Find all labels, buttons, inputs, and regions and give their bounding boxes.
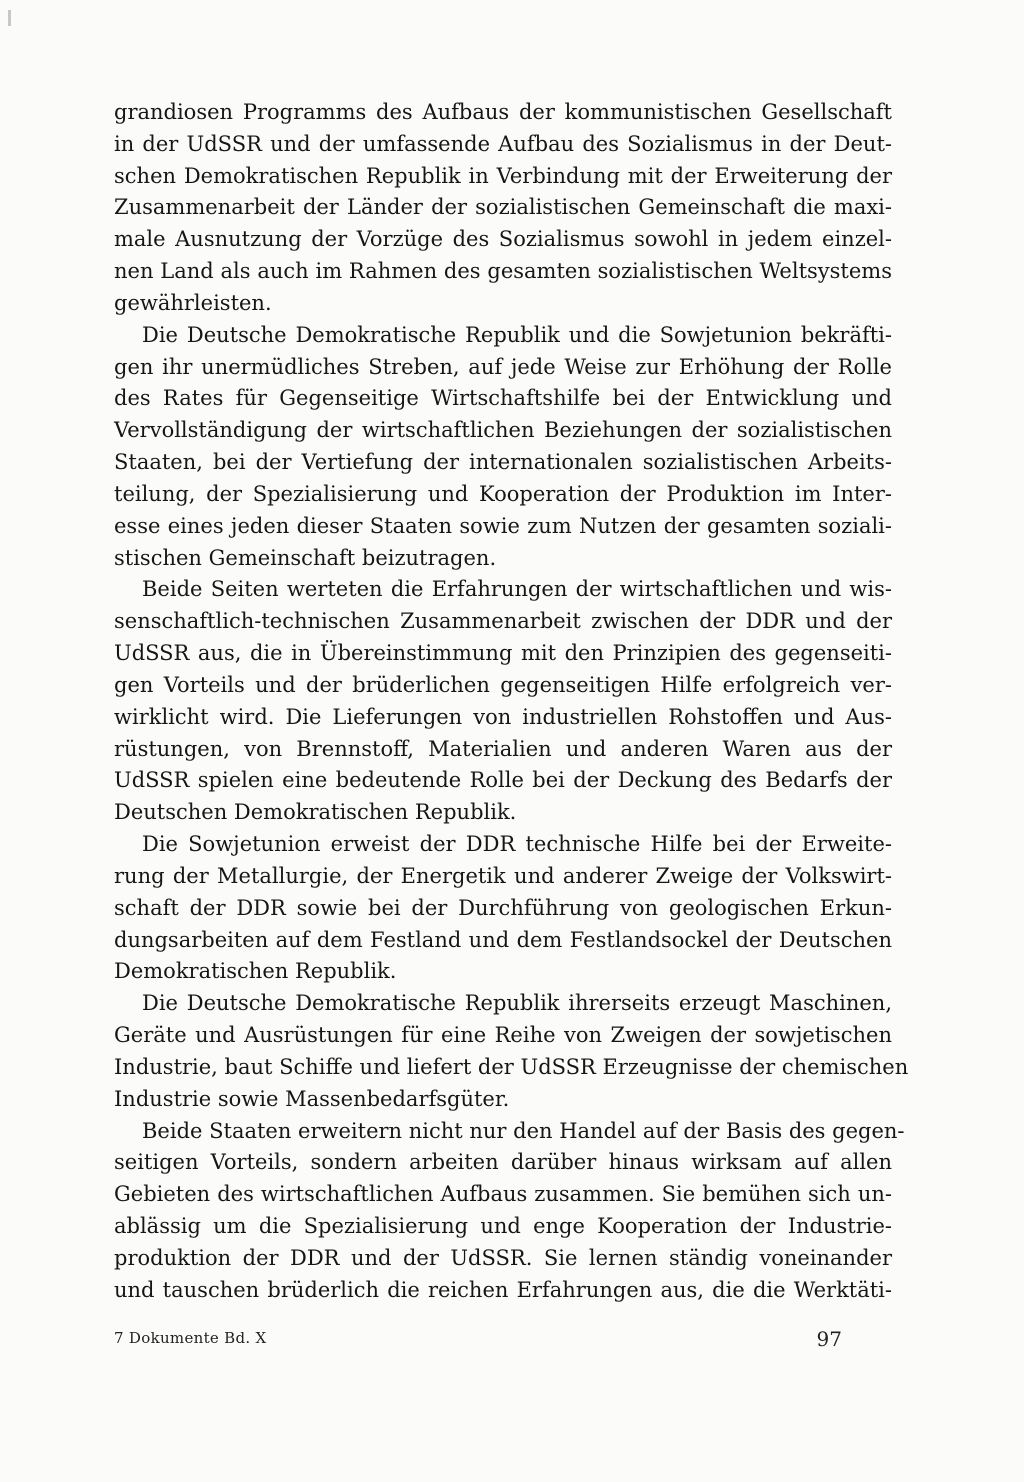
- text-line: Zusammenarbeit der Länder der sozialistischen Gemeinschaft die maxi-: [114, 195, 892, 220]
- text-line: Beide Staaten erweitern nicht nur den Handel auf der Basis des gegen-: [142, 1118, 905, 1143]
- paragraph: [114, 97, 892, 320]
- text-line: Geräte und Ausrüstungen für eine Reihe von Zweigen der sowjetischen: [114, 1023, 892, 1048]
- paragraph: [114, 1116, 905, 1307]
- text-line: Deutschen Demokratischen Republik.: [114, 800, 517, 825]
- text-line: dungsarbeiten auf dem Festland und dem Festlandsockel der Deutschen: [114, 927, 892, 952]
- sheet-signature: 7 Dokumente Bd. X: [114, 1329, 267, 1347]
- text-line: senschaftlich-technischen Zusammenarbeit zwischen der DDR und der: [114, 609, 892, 634]
- paragraph: [114, 320, 892, 575]
- text-line: gen Vorteils und der brüderlichen gegenseitigen Hilfe erfolgreich ver-: [114, 672, 892, 697]
- text-line: gen ihr unermüdliches Streben, auf jede Weise zur Erhöhung der Rolle: [114, 354, 892, 379]
- text-line: Staaten, bei der Vertiefung der internationalen sozialistischen Arbeits-: [114, 450, 892, 475]
- text-line: wirklicht wird. Die Lieferungen von industriellen Rohstoffen und Aus-: [114, 704, 892, 729]
- text-line: UdSSR aus, die in Übereinstimmung mit den Prinzipien des gegenseiti-: [114, 641, 892, 666]
- text-line: produktion der DDR und der UdSSR. Sie lernen ständig voneinander: [114, 1245, 892, 1270]
- text-line: Industrie, baut Schiffe und liefert der UdSSR Erzeugnisse der chemischen: [114, 1054, 909, 1079]
- text-line: male Ausnutzung der Vorzüge des Sozialismus sowohl in jedem einzel-: [114, 227, 892, 252]
- text-line: Demokratischen Republik.: [114, 959, 397, 984]
- text-line: UdSSR spielen eine bedeutende Rolle bei der Deckung des Bedarfs der: [114, 768, 892, 793]
- text-line: nen Land als auch im Rahmen des gesamten sozialistischen Weltsystems: [114, 259, 892, 284]
- page-number: 97: [816, 1327, 842, 1351]
- text-line: Vervollständigung der wirtschaftlichen Beziehungen der sozialistischen: [114, 418, 892, 443]
- text-line: teilung, der Spezialisierung und Kooperation der Produktion im Inter-: [114, 481, 892, 506]
- paragraph: [114, 829, 892, 988]
- text-line: gewährleisten.: [114, 290, 272, 315]
- text-line: Industrie sowie Massenbedarfsgüter.: [114, 1086, 510, 1111]
- text-line: Gebieten des wirtschaftlichen Aufbaus zusammen. Sie bemühen sich un-: [114, 1182, 892, 1207]
- text-line: ablässig um die Spezialisierung und enge Kooperation der Industrie-: [114, 1213, 892, 1238]
- text-line: schaft der DDR sowie bei der Durchführung von geologischen Erkun-: [114, 895, 892, 920]
- paragraph: [114, 988, 909, 1115]
- page-footer: [114, 1329, 892, 1359]
- text-line: stischen Gemeinschaft beizutragen.: [114, 545, 497, 570]
- text-line: Die Deutsche Demokratische Republik ihrerseits erzeugt Maschinen,: [142, 991, 892, 1016]
- text-line: grandiosen Programms des Aufbaus der kommunistischen Gesellschaft: [114, 100, 892, 124]
- text-line: seitigen Vorteils, sondern arbeiten darüber hinaus wirksam auf allen: [114, 1150, 892, 1175]
- paragraph: [114, 574, 892, 829]
- text-line: Die Deutsche Demokratische Republik und die Sowjetunion bekräfti-: [142, 322, 892, 347]
- text-line: in der UdSSR und der umfassende Aufbau des Sozialismus in der Deut-: [114, 131, 892, 156]
- text-line: schen Demokratischen Republik in Verbindung mit der Erweiterung der: [114, 163, 892, 188]
- text-line: und tauschen brüderlich die reichen Erfahrungen aus, die die Werktäti-: [114, 1277, 892, 1302]
- text-line: rüstungen, von Brennstoff, Materialien und anderen Waren aus der: [114, 736, 892, 761]
- text-line: des Rates für Gegenseitige Wirtschaftshilfe bei der Entwicklung und: [114, 386, 892, 411]
- text-line: Beide Seiten werteten die Erfahrungen der wirtschaftlichen und wis-: [142, 577, 892, 602]
- body-text: [114, 97, 909, 1306]
- scan-edge-mark: [8, 10, 11, 26]
- text-line: esse eines jeden dieser Staaten sowie zum Nutzen der gesamten soziali-: [114, 513, 892, 538]
- text-line: Die Sowjetunion erweist der DDR technische Hilfe bei der Erweite-: [142, 832, 892, 857]
- text-line: rung der Metallurgie, der Energetik und anderer Zweige der Volkswirt-: [114, 863, 892, 888]
